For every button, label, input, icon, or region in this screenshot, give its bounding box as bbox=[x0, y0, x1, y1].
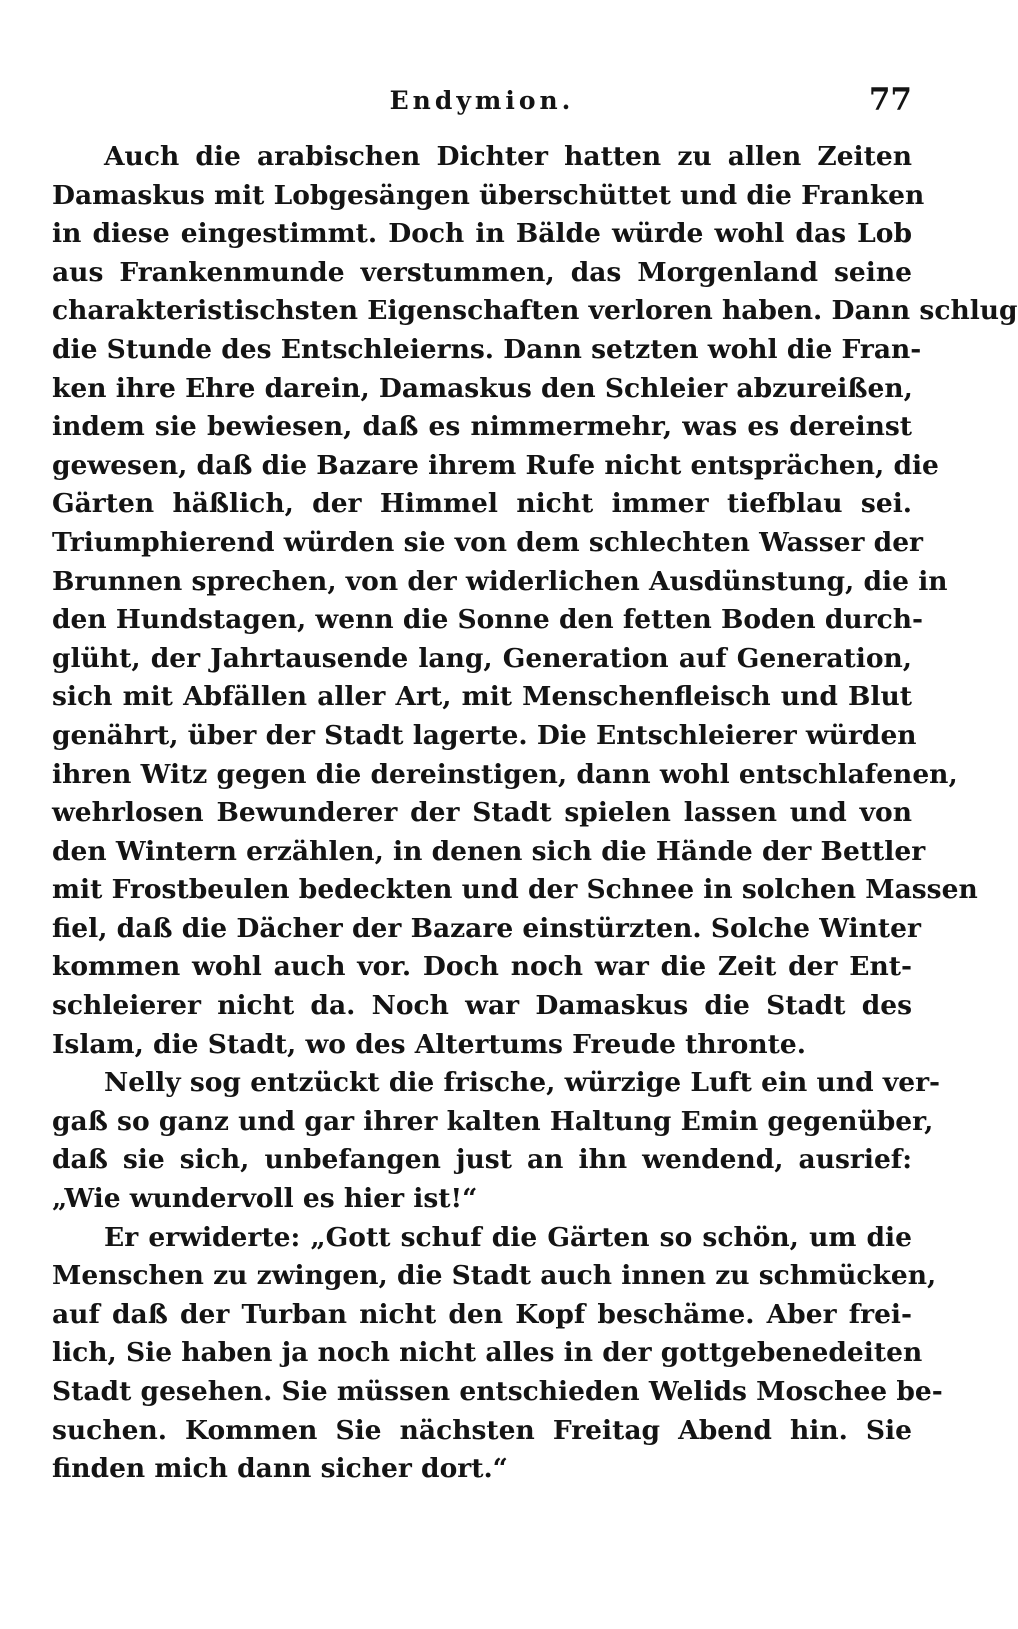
text-line: aus Frankenmunde verstummen, das Morgenland seine bbox=[52, 256, 912, 288]
text-line: Gärten häßlich, der Himmel nicht immer tiefblau sei. bbox=[52, 488, 912, 520]
text-line: indem sie bewiesen, daß es nimmermehr, was es dereinst bbox=[52, 411, 912, 443]
text-line: charakteristischsten Eigenschaften verloren haben. Dann schlug bbox=[52, 295, 1018, 327]
text-line: ihren Witz gegen die dereinstigen, dann wohl entschlafenen, bbox=[52, 758, 958, 790]
text-line: daß sie sich, unbefangen just an ihn wendend, ausrief: bbox=[52, 1144, 912, 1176]
text-line: „Wie wundervoll es hier ist!“ bbox=[52, 1183, 478, 1215]
text-line: Triumphierend würden sie von dem schlechten Wasser der bbox=[52, 526, 924, 558]
text-line: glüht, der Jahrtausende lang, Generation auf Generation, bbox=[52, 642, 912, 674]
text-line: in diese eingestimmt. Doch in Bälde würde wohl das Lob bbox=[52, 218, 912, 250]
text-line: Nelly sog entzückt die frische, würzige Luft ein und ver- bbox=[104, 1067, 941, 1099]
paragraph bbox=[52, 138, 1018, 1064]
text-line: Er erwiderte: „Gott schuf die Gärten so schön, um die bbox=[104, 1221, 912, 1253]
text-line: fiel, daß die Dächer der Bazare einstürzten. Solche Winter bbox=[52, 912, 921, 944]
page-number: 77 bbox=[868, 82, 912, 118]
text-line: finden mich dann sicher dort.“ bbox=[52, 1453, 508, 1485]
paragraph bbox=[52, 1219, 943, 1489]
paragraph bbox=[52, 1064, 941, 1218]
text-line: Islam, die Stadt, wo des Altertums Freude thronte. bbox=[52, 1028, 806, 1060]
text-line: auf daß der Turban nicht den Kopf beschäme. Aber frei- bbox=[52, 1298, 912, 1330]
text-line: schleierer nicht da. Noch war Damaskus die Stadt des bbox=[52, 990, 912, 1022]
text-line: sich mit Abfällen aller Art, mit Menschenfleisch und Blut bbox=[52, 681, 912, 713]
text-line: gaß so ganz und gar ihrer kalten Haltung Emin gegenüber, bbox=[52, 1105, 934, 1137]
text-line: die Stunde des Entschleierns. Dann setzten wohl die Fran- bbox=[52, 333, 922, 365]
text-line: wehrlosen Bewunderer der Stadt spielen lassen und von bbox=[52, 797, 912, 829]
text-line: Brunnen sprechen, von der widerlichen Ausdünstung, die in bbox=[52, 565, 948, 597]
text-line: ken ihre Ehre darein, Damaskus den Schleier abzureißen, bbox=[52, 372, 913, 404]
text-line: Stadt gesehen. Sie müssen entschieden Welids Moschee be- bbox=[52, 1376, 943, 1407]
text-line: den Wintern erzählen, in denen sich die Hände der Bettler bbox=[52, 835, 926, 867]
text-line: den Hundstagen, wenn die Sonne den fetten Boden durch- bbox=[52, 604, 924, 636]
text-line: mit Frostbeulen bedeckten und der Schnee in solchen Massen bbox=[52, 874, 978, 906]
text-line: kommen wohl auch vor. Doch noch war die Zeit der Ent- bbox=[52, 951, 912, 983]
running-title: Endymion. bbox=[389, 86, 575, 115]
text-line: Auch die arabischen Dichter hatten zu allen Zeiten bbox=[104, 141, 912, 172]
body-text bbox=[52, 138, 1018, 1489]
text-line: suchen. Kommen Sie nächsten Freitag Abend hin. Sie bbox=[52, 1414, 912, 1446]
text-line: Menschen zu zwingen, die Stadt auch innen zu schmücken, bbox=[52, 1260, 937, 1292]
text-line: Damaskus mit Lobgesängen überschüttet und die Franken bbox=[52, 179, 925, 211]
text-line: genährt, über der Stadt lagerte. Die Entschleierer würden bbox=[52, 719, 917, 751]
text-line: gewesen, daß die Bazare ihrem Rufe nicht entsprächen, die bbox=[52, 449, 939, 481]
running-header bbox=[52, 82, 912, 126]
text-line: lich, Sie haben ja noch nicht alles in der gottgebenedeiten bbox=[52, 1337, 923, 1369]
